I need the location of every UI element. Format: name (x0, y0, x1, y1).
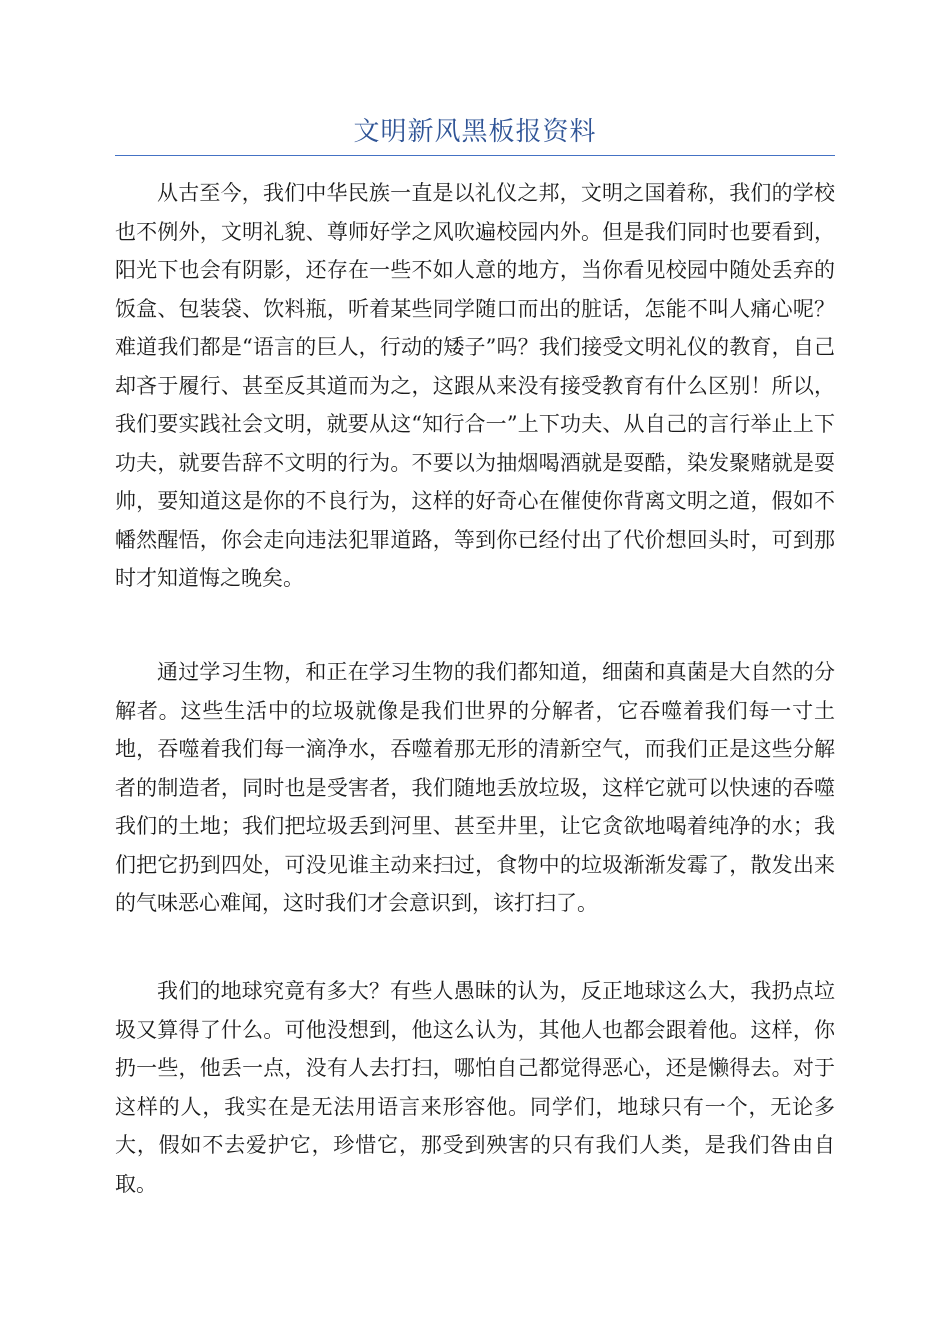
paragraph-1: 从古至今，我们中华民族一直是以礼仪之邦，文明之国着称，我们的学校也不例外，文明礼貌、尊师好学之风吹遍校园内外。但是我们同时也要看到，阳光下也会有阴影，还存在一些不如人意的地方，当你看见校园中随处丢弃的饭盒、包装袋、饮料瓶，听着某些同学随口而出的脏话，怎能不叫人痛心呢？难道我们都是“语言的巨人，行动的矮子”吗？我们接受文明礼仪的教育，自己却吝于履行、甚至反其道而为之，这跟从来没有接受教育有什么区别！所以，我们要实践社会文明，就要从这“知行合一”上下功夫、从自己的言行举止上下功夫，就要告辞不文明的行为。不要以为抽烟喝酒就是耍酷，染发聚赌就是耍帅，要知道这是你的不良行为，这样的好奇心在催使你背离文明之道，假如不幡然醒悟，你会走向违法犯罪道路，等到你已经付出了代价想回头时，可到那时才知道悔之晚矣。 (115, 181, 835, 590)
paragraph-2: 通过学习生物，和正在学习生物的我们都知道，细菌和真菌是大自然的分解者。这些生活中的垃圾就像是我们世界的分解者，它吞噬着我们每一寸土地，吞噬着我们每一滴净水，吞噬着那无形的清新空气，而我们正是这些分解者的制造者，同时也是受害者，我们随地丢放垃圾，这样它就可以快速的吞噬我们的土地；我们把垃圾丢到河里、甚至井里，让它贪欲地喝着纯净的水；我们把它扔到四处，可没见谁主动来扫过，食物中的垃圾渐渐发霉了，散发出来的气味恶心难闻，这时我们才会意识到，该打扫了。 (115, 660, 835, 915)
document-title: 文明新风黑板报资料 (353, 117, 597, 147)
title-underline-divider (115, 155, 835, 156)
paragraph-3: 我们的地球究竟有多大？有些人愚昧的认为，反正地球这么大，我扔点垃圾又算得了什么。可他没想到，他这么认为，其他人也都会跟着他。这样，你扔一些，他丢一点，没有人去打扫，哪怕自己都觉得恶心，还是懒得去。对于这样的人，我实在是无法用语言来形容他。同学们，地球只有一个，无论多大，假如不去爱护它，珍惜它，那受到殃害的只有我们人类，是我们咎由自取。 (115, 979, 835, 1196)
